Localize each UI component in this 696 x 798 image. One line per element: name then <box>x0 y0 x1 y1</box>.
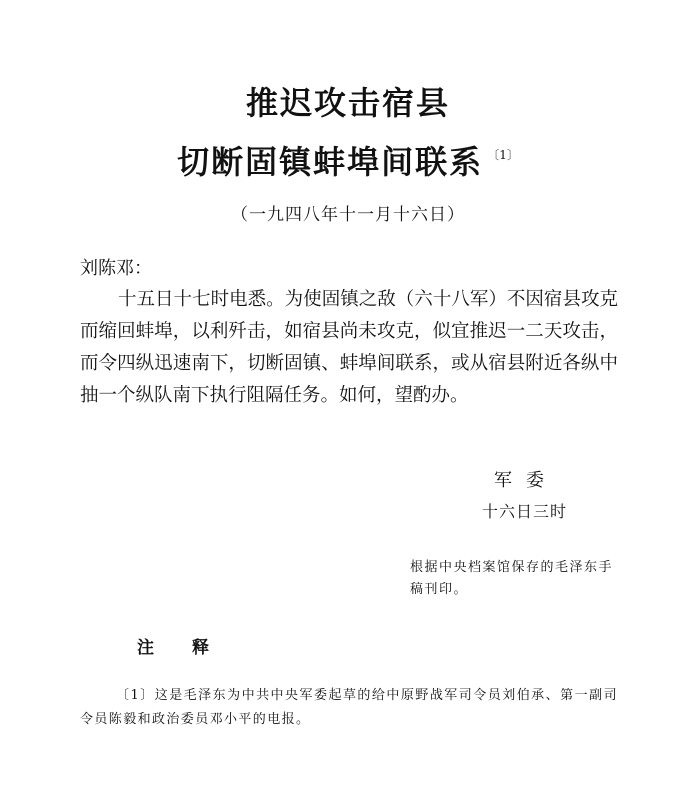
telegram-body: 十五日十七时电悉。为使固镇之敌（六十八军）不因宿县攻克而缩回蚌埠，以利歼击，如宿县尚未攻克，似宜推迟一二天攻击，而令四纵迅速南下，切断固镇、蚌埠间联系，或从宿县附近各纵中抽一个纵队南下执行阻隔任务。如何，望酌办。 <box>80 289 618 406</box>
title-line-2-text: 切断固镇蚌埠间联系 <box>177 143 484 181</box>
footnote-text: 这是毛泽东为中共中央军委起草的给中原野战军司令员刘伯承、第一副司令员陈毅和政治委员邓小平的电报。 <box>80 688 618 727</box>
notes-heading: 注释 <box>137 638 247 658</box>
document-title-line-1 <box>0 83 696 123</box>
title-line-1-text: 推迟攻击宿县 <box>245 84 450 122</box>
footnote-item <box>80 684 618 732</box>
addressee: 刘陈邓： <box>80 258 152 279</box>
document-title-line-2 <box>0 135 696 182</box>
footnote-mark: 〔1〕 <box>116 688 155 703</box>
title-footnote-mark[interactable]: 〔1〕 <box>487 148 519 162</box>
document-date: （一九四八年十一月十六日） <box>231 205 465 225</box>
signer: 军委 <box>494 470 558 491</box>
source-note: 根据中央档案馆保存的毛泽东手稿刊印。 <box>410 560 614 597</box>
signature-date: 十六日三时 <box>482 502 568 521</box>
